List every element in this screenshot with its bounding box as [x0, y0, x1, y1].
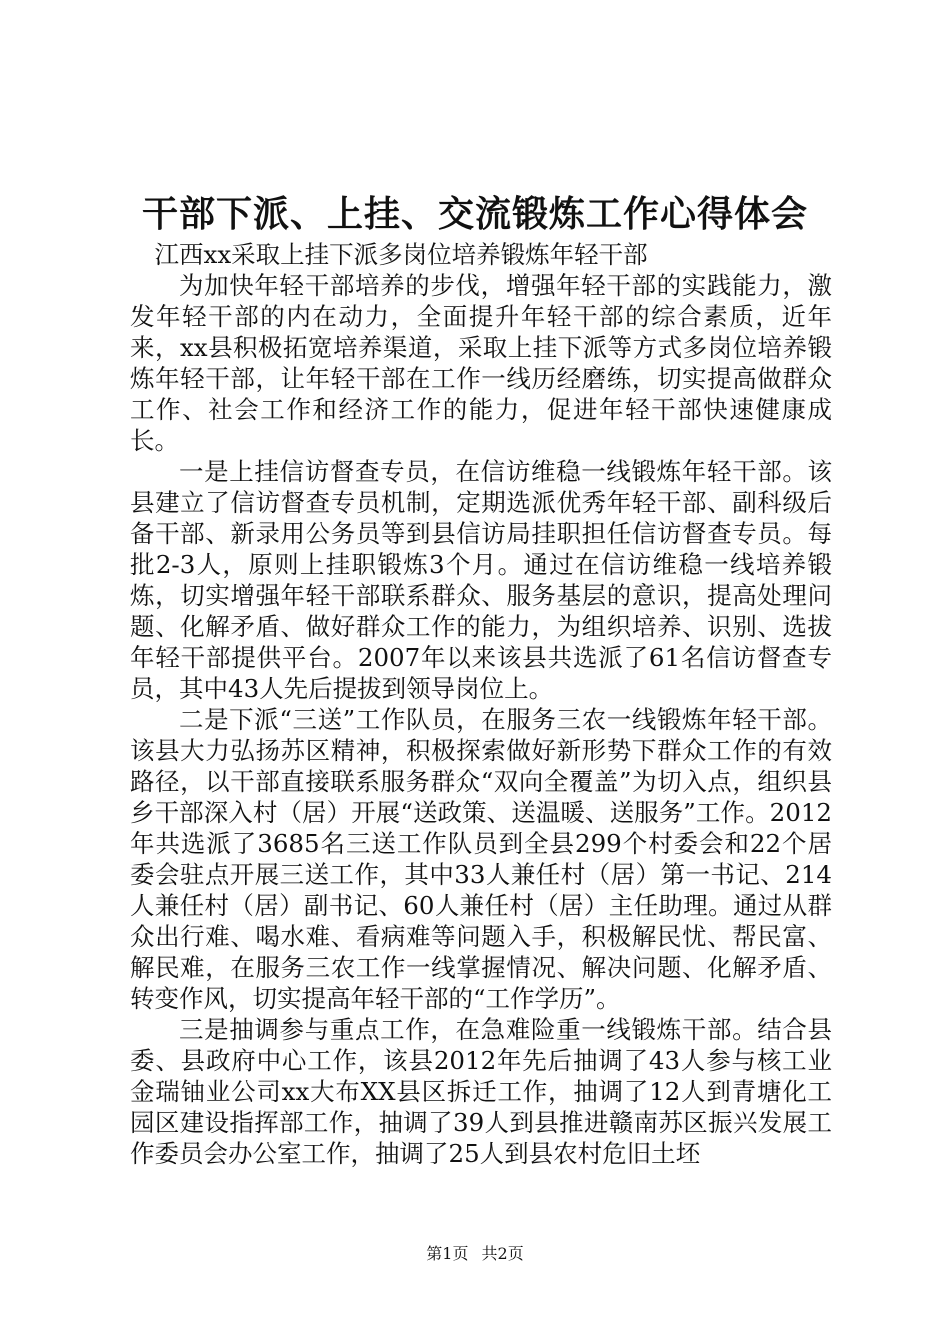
page-total: 共2页	[481, 1244, 524, 1263]
document-subtitle: 江西xx采取上挂下派多岗位培养锻炼年轻干部	[154, 240, 648, 269]
paragraph-three: 三是抽调参与重点工作，在急难险重一线锻炼干部。结合县委、县政府中心工作，该县2012年先后抽调了43人参与核工业金瑞铀业公司xx大布XX县区拆迁工作，抽调了12人到青塘化工园区建设指挥部工作，抽调了39人到县推进赣南苏区振兴发展工作委员会办公室工作，抽调了25人到县农村危旧土坯	[130, 1015, 832, 1168]
paragraph-one: 一是上挂信访督查专员，在信访维稳一线锻炼年轻干部。该县建立了信访督查专员机制，定期选派优秀年轻干部、副科级后备干部、新录用公务员等到县信访局挂职担任信访督查专员。每批2-3人，原则上挂职锻炼3个月。通过在信访维稳一线培养锻炼，切实增强年轻干部联系群众、服务基层的意识，提高处理问题、化解矛盾、做好群众工作的能力，为组织培养、识别、选拔年轻干部提供平台。2007年以来该县共选派了61名信访督查专员，其中43人先后提拔到领导岗位上。	[130, 457, 832, 703]
document-title: 干部下派、上挂、交流锻炼工作心得体会	[141, 193, 808, 235]
paragraph-two: 二是下派“三送”工作队员，在服务三农一线锻炼年轻干部。该县大力弘扬苏区精神，积极探索做好新形势下群众工作的有效路径，以干部直接联系服务群众“双向全覆盖”为切入点，组织县乡干部深入村（居）开展“送政策、送温暖、送服务”工作。2012年共选派了3685名三送工作队员到全县299个村委会和22个居委会驻点开展三送工作，其中33人兼任村（居）第一书记、214人兼任村（居）副书记、60人兼任村（居）主任助理。通过从群众出行难、喝水难、看病难等问题入手，积极解民忧、帮民富、解民难，在服务三农工作一线掌握情况、解决问题、化解矛盾、转变作风，切实提高年轻干部的“工作学历”。	[130, 705, 832, 1013]
page-footer	[0, 1241, 950, 1264]
paragraph-intro: 为加快年轻干部培养的步伐，增强年轻干部的实践能力，激发年轻干部的内在动力，全面提升年轻干部的综合素质，近年来，xx县积极拓宽培养渠道，采取上挂下派等方式多岗位培养锻炼年轻干部，让年轻干部在工作一线历经磨练，切实提高做群众工作、社会工作和经济工作的能力，促进年轻干部快速健康成长。	[130, 271, 832, 455]
document-body	[130, 239, 832, 1169]
page-number: 第1页	[426, 1244, 469, 1263]
